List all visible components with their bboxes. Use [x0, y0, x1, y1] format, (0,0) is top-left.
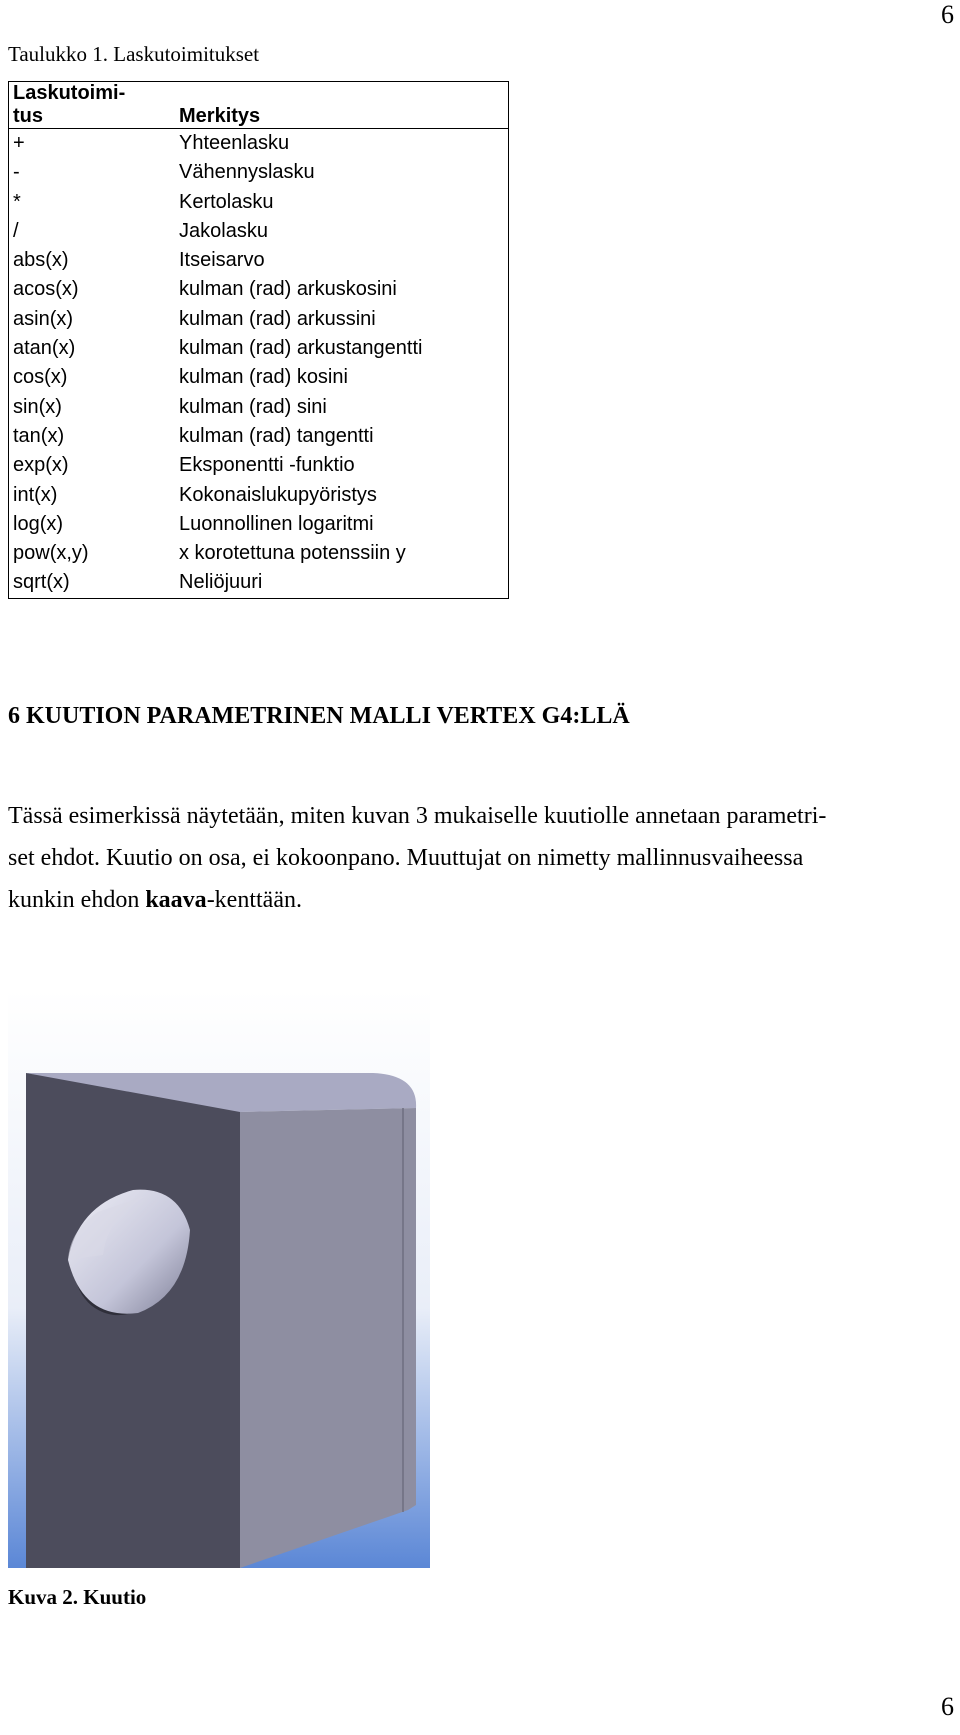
operation-cell: +: [9, 129, 176, 159]
cube-right-face: [240, 1108, 416, 1568]
meaning-cell: kulman (rad) arkuskosini: [175, 275, 509, 304]
meaning-cell: Neliöjuuri: [175, 568, 509, 598]
section-heading: 6 KUUTION PARAMETRINEN MALLI VERTEX G4:LLÄ: [8, 703, 630, 729]
table-row: [9, 217, 509, 246]
table-row: [9, 568, 509, 598]
operation-cell: asin(x): [9, 305, 176, 334]
table-row: [9, 539, 509, 568]
page-number-bottom: 6: [941, 1692, 954, 1721]
meaning-cell: kulman (rad) sini: [175, 393, 509, 422]
operation-cell: int(x): [9, 481, 176, 510]
operation-cell: sqrt(x): [9, 568, 176, 598]
operation-cell: pow(x,y): [9, 539, 176, 568]
header-meaning: Merkitys: [175, 82, 509, 129]
section-paragraph: [8, 795, 953, 921]
meaning-cell: kulman (rad) tangentti: [175, 422, 509, 451]
page-number-top: 6: [941, 0, 954, 29]
paragraph-bold-term: kaava: [145, 887, 207, 913]
meaning-cell: kulman (rad) arkussini: [175, 305, 509, 334]
meaning-cell: Eksponentti -funktio: [175, 451, 509, 480]
operation-cell: exp(x): [9, 451, 176, 480]
operation-cell: sin(x): [9, 393, 176, 422]
cube-figure: [8, 990, 430, 1568]
table-row: [9, 422, 509, 451]
meaning-cell: kulman (rad) kosini: [175, 363, 509, 392]
table-row: [9, 481, 509, 510]
table-row: [9, 275, 509, 304]
operation-cell: -: [9, 158, 176, 187]
table-row: [9, 305, 509, 334]
meaning-cell: x korotettuna potenssiin y: [175, 539, 509, 568]
cube-left-face: [26, 1073, 240, 1568]
paragraph-text-end: -kenttään.: [206, 887, 302, 913]
meaning-cell: Itseisarvo: [175, 246, 509, 275]
figure-caption: Kuva 2. Kuutio: [8, 1585, 147, 1609]
operation-cell: abs(x): [9, 246, 176, 275]
meaning-cell: kulman (rad) arkustangentti: [175, 334, 509, 363]
operation-cell: *: [9, 188, 176, 217]
table-row: [9, 129, 509, 159]
operation-cell: cos(x): [9, 363, 176, 392]
header-operation: Laskutoimi- tus: [9, 82, 176, 129]
operation-cell: atan(x): [9, 334, 176, 363]
table-row: [9, 363, 509, 392]
table-row: [9, 334, 509, 363]
operation-cell: tan(x): [9, 422, 176, 451]
table-row: [9, 158, 509, 187]
table-row: [9, 188, 509, 217]
table-row: [9, 393, 509, 422]
meaning-cell: Luonnollinen logaritmi: [175, 510, 509, 539]
meaning-cell: Vähennyslasku: [175, 158, 509, 187]
operation-cell: log(x): [9, 510, 176, 539]
paragraph-text-start: Tässä esimerkissä näytetään, miten kuvan 3 mukaiselle kuutiolle annetaan parametri- set ehdot. Kuutio on osa, ei kokoonpano. Muuttujat on nimetty mallinnusvaiheessa kunkin ehdon: [8, 803, 827, 913]
meaning-cell: Yhteenlasku: [175, 129, 509, 159]
table-header-row: [9, 82, 509, 129]
meaning-cell: Kertolasku: [175, 188, 509, 217]
cube-illustration: [8, 990, 430, 1568]
table-caption: Taulukko 1. Laskutoimitukset: [8, 42, 260, 66]
meaning-cell: Kokonaislukupyöristys: [175, 481, 509, 510]
operation-cell: /: [9, 217, 176, 246]
meaning-cell: Jakolasku: [175, 217, 509, 246]
table-row: [9, 451, 509, 480]
operations-table: [8, 81, 509, 599]
operation-cell: acos(x): [9, 275, 176, 304]
table-row: [9, 510, 509, 539]
table-row: [9, 246, 509, 275]
